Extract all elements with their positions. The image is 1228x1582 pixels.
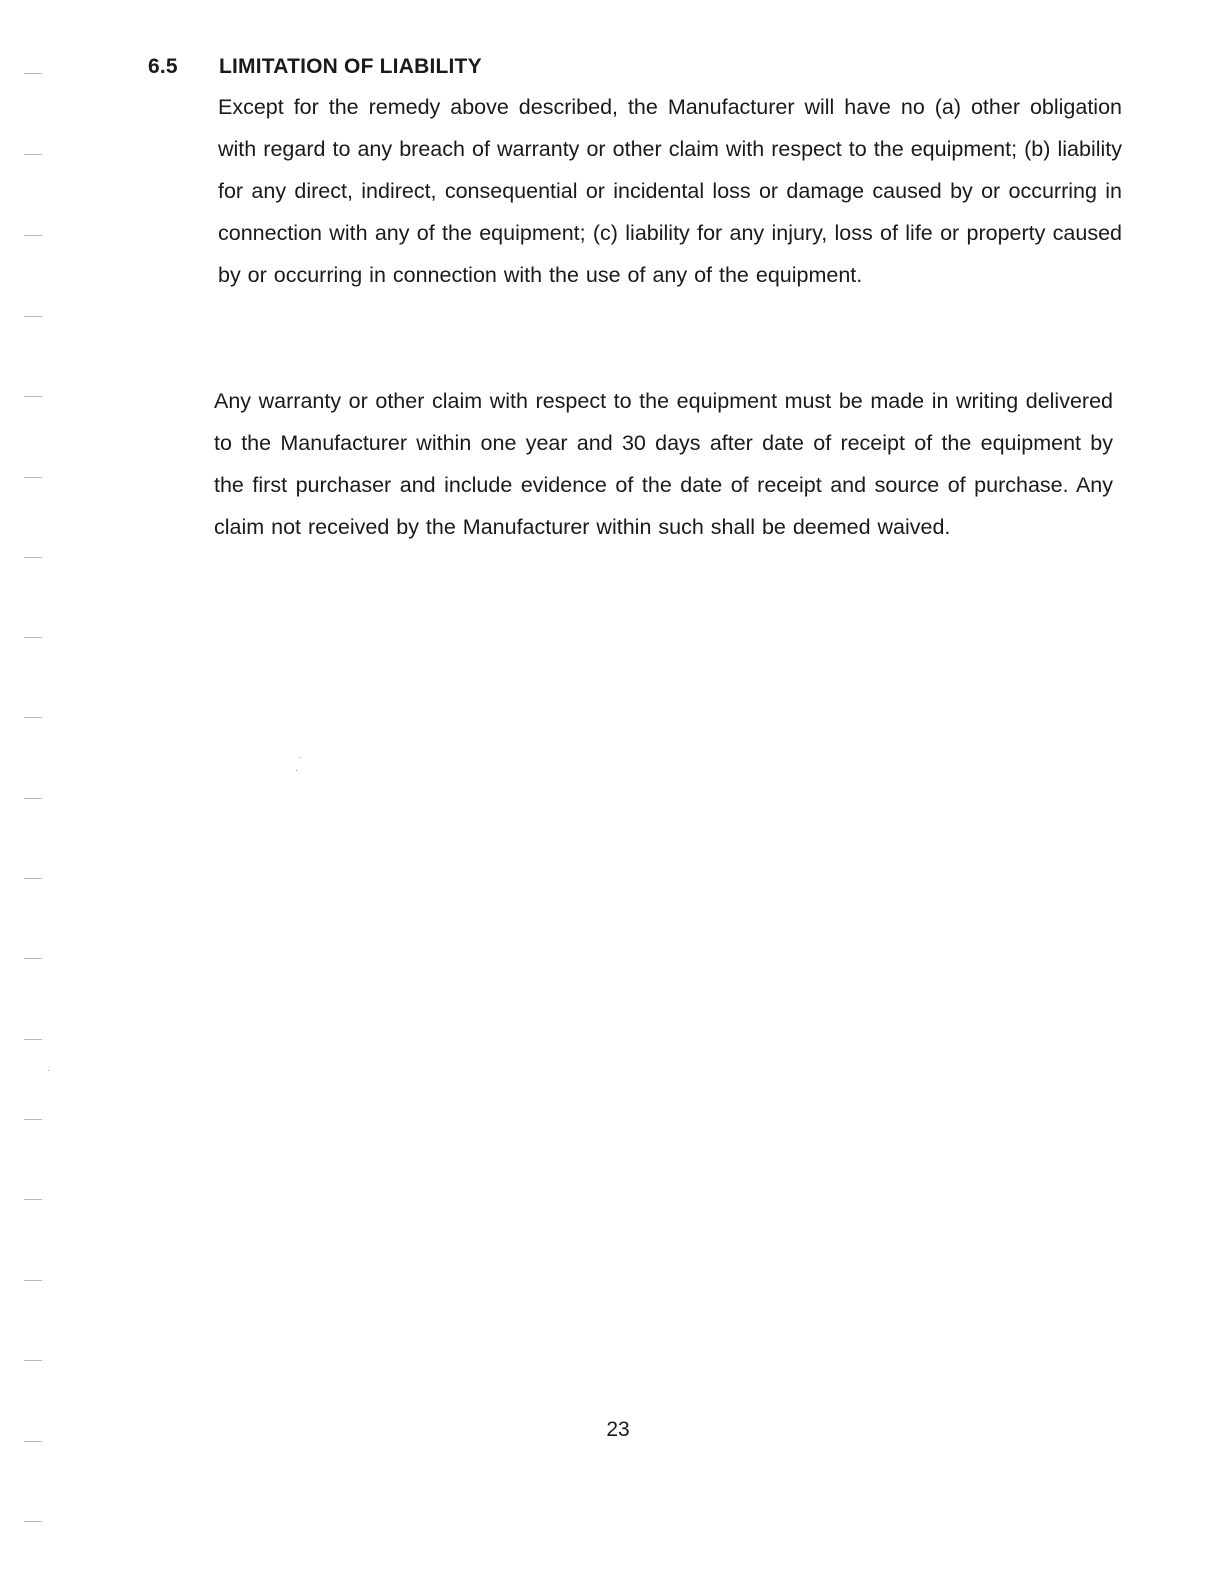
- paragraph-limitation: Except for the remedy above described, the Manufacturer will have no (a) other obligation with regard to any breach of warranty or other claim with respect to the equipment; (b) liability for any direct, indirect, consequential or incidental loss or damage caused by or occurring in connection with any of the equipment; (c) liability for any injury, loss of life or property caused by or occurring in connection with the use of any of the equipment.: [218, 95, 1122, 287]
- scan-speck: [296, 770, 297, 771]
- paragraph-claims: Any warranty or other claim with respect to the equipment must be made in writing delivered to the Manufacturer within one year and 30 days after date of receipt of the equipment by the first purchaser and include evidence of the date of receipt and source of purchase. Any claim not received by the Manufacturer within such shall be deemed waived.: [214, 389, 1113, 539]
- scan-speck: [48, 1070, 49, 1071]
- section-number: 6.5: [148, 55, 178, 78]
- scan-margin-marks: [24, 0, 48, 1582]
- page-number: 23: [606, 1418, 630, 1441]
- section-title: LIMITATION OF LIABILITY: [219, 55, 482, 78]
- scan-speck: [300, 757, 301, 758]
